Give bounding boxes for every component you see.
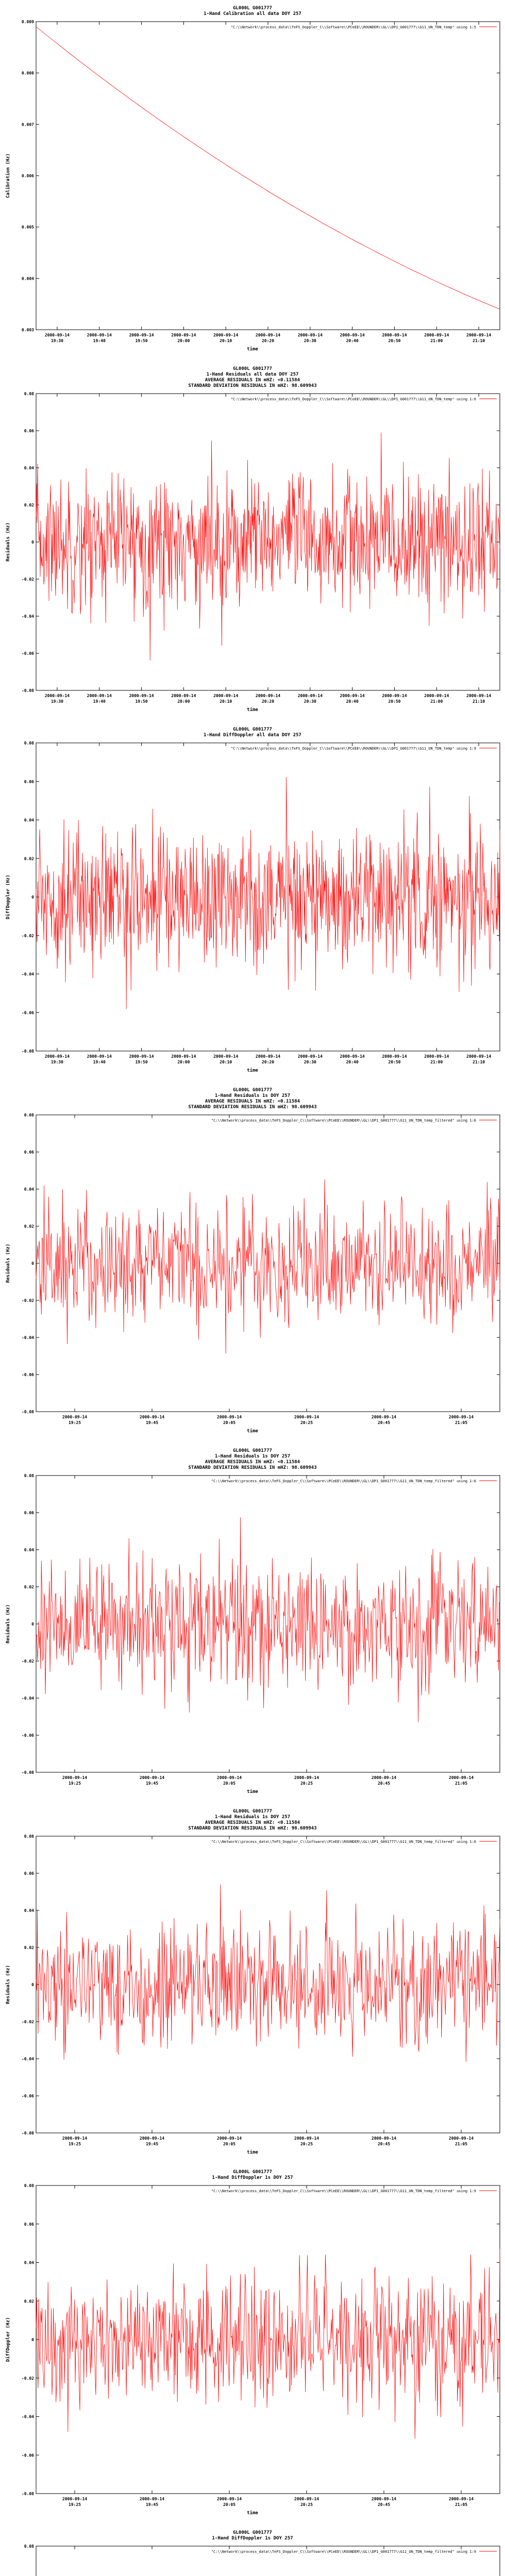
x-tick-label-time: 19:25 — [68, 1781, 81, 1786]
chart-panel-4 — [0, 1082, 505, 1443]
x-axis-label: time — [247, 2511, 258, 2516]
x-tick-label-date: 2000-09-14 — [129, 693, 154, 698]
x-tick-label-time: 20:25 — [300, 1781, 313, 1786]
x-tick-label-date: 2000-09-14 — [448, 2497, 474, 2501]
x-tick-label-time: 19:40 — [93, 1060, 106, 1064]
y-axis-label: Residuals (Hz) — [6, 522, 11, 562]
y-axis-label: Residuals (Hz) — [6, 1604, 11, 1643]
x-tick-label-time: 21:05 — [454, 1781, 468, 1786]
x-tick-label-date: 2000-09-14 — [216, 1415, 242, 1419]
y-tick-label: -0.02 — [21, 577, 34, 582]
y-tick-label: 0.02 — [24, 1945, 34, 1950]
x-tick-label-time: 19:50 — [135, 699, 148, 704]
y-tick-label: 0.08 — [24, 392, 34, 396]
chart-title: GL000L G001777 — [233, 366, 272, 371]
x-tick-label-date: 2000-09-14 — [382, 1054, 407, 1059]
legend — [211, 1479, 497, 1483]
x-tick-label-time: 20:45 — [377, 1781, 391, 1786]
y-tick-label: -0.04 — [21, 972, 34, 977]
y-axis-label: DiffDoppler (Hz) — [6, 2317, 11, 2362]
chart-subtitle: 1-Hand DiffDoppler 1s DOY 257 — [212, 2536, 293, 2541]
y-tick-label: -0.04 — [21, 614, 34, 619]
x-tick-label-date: 2000-09-14 — [382, 693, 407, 698]
x-tick-label-date: 2000-09-14 — [424, 693, 449, 698]
chart-title: GL000L G001777 — [233, 1809, 272, 1814]
y-axis-label: Residuals (Hz) — [6, 1965, 11, 2004]
y-tick-label: 0.06 — [24, 1871, 34, 1876]
x-tick-label-time: 19:50 — [135, 338, 148, 343]
x-tick-label-time: 19:40 — [93, 699, 106, 704]
chart-subtitle: 1-Hand DiffDoppler 1s DOY 257 — [212, 2175, 293, 2180]
y-tick-label: 0.08 — [24, 1834, 34, 1839]
y-tick-label: -0.06 — [21, 2094, 34, 2098]
y-tick-label: 0.009 — [21, 20, 34, 24]
chart-subtitle: 1-Hand Residuals 1s DOY 257 — [214, 1093, 291, 1098]
y-tick-label: -0.06 — [21, 651, 34, 656]
x-tick-label-date: 2000-09-14 — [62, 1775, 88, 1780]
x-tick-label-date: 2000-09-14 — [371, 1415, 397, 1419]
x-tick-label-time: 19:25 — [68, 2142, 81, 2146]
y-tick-label: 0.04 — [24, 1187, 34, 1192]
x-tick-label-time: 20:00 — [177, 1060, 190, 1064]
y-tick-label: -0.06 — [21, 1372, 34, 1377]
chart-panel-2 — [0, 361, 505, 721]
x-tick-label-date: 2000-09-14 — [340, 333, 365, 337]
x-tick-label-date: 2000-09-14 — [216, 1775, 242, 1780]
chart-panel-7 — [0, 2164, 505, 2524]
y-tick-label: -0.08 — [21, 688, 34, 693]
x-tick-label-time: 20:25 — [300, 1420, 313, 1425]
x-tick-label-time: 20:10 — [220, 338, 232, 343]
chart-stat-line: AVERAGE RESIDUALS IN mHZ: <0.11584 — [205, 1460, 300, 1465]
x-tick-label-date: 2000-09-14 — [294, 2497, 319, 2501]
legend — [231, 25, 497, 29]
x-tick-label-time: 19:30 — [50, 699, 63, 704]
x-tick-label-time: 20:50 — [388, 1060, 401, 1064]
x-tick-label-time: 21:10 — [473, 338, 485, 343]
y-tick-label: 0.08 — [24, 2183, 34, 2188]
x-tick-label-time: 20:30 — [304, 338, 316, 343]
x-tick-label-date: 2000-09-14 — [297, 1054, 323, 1059]
x-tick-label-date: 2000-09-14 — [44, 1054, 70, 1059]
x-tick-label-date: 2000-09-14 — [129, 1054, 154, 1059]
x-tick-label-date: 2000-09-14 — [297, 693, 323, 698]
y-tick-label: -0.08 — [21, 1410, 34, 1414]
y-axis-label: Calibration (Hz) — [6, 153, 11, 198]
y-tick-label: -0.06 — [21, 1010, 34, 1015]
y-tick-label: 0 — [31, 2337, 34, 2342]
x-tick-label-time: 19:45 — [145, 1781, 159, 1786]
y-tick-label: -0.04 — [21, 2414, 34, 2419]
plot-frame — [36, 394, 500, 690]
y-tick-label: 0.06 — [24, 429, 34, 433]
y-tick-label: 0.06 — [24, 1150, 34, 1155]
y-tick-label: 0.08 — [24, 1113, 34, 1117]
y-tick-label: 0.02 — [24, 1585, 34, 1589]
chart-stat-line: AVERAGE RESIDUALS IN mHZ: <0.11584 — [205, 378, 300, 383]
chart-title: GL000L G001777 — [233, 1448, 272, 1453]
x-tick-label-time: 21:10 — [473, 699, 485, 704]
y-tick-label: 0.06 — [24, 779, 34, 784]
plot-frame — [36, 1836, 500, 2133]
x-tick-label-time: 21:05 — [454, 1420, 468, 1425]
x-tick-label-time: 19:45 — [145, 2502, 159, 2507]
x-tick-label-date: 2000-09-14 — [448, 2136, 474, 2141]
y-tick-label: 0.007 — [21, 122, 34, 127]
x-tick-label-time: 19:30 — [50, 338, 63, 343]
chart-panel-6 — [0, 1803, 505, 2164]
x-tick-label-time: 20:45 — [377, 2142, 391, 2146]
y-tick-label: -0.08 — [21, 1770, 34, 1775]
legend-label: "C:\\Network\\process_data\\TeFS_Doppler_C\\Software\\PCeEE\\ROUNDER\\GL\\DP1_G001777\\G11_UN_TDN_temp_filtered" using 1:6 — [211, 1479, 476, 1483]
series-line — [36, 777, 500, 1009]
chart-subtitle: 1-Hand Residuals all data DOY 257 — [206, 372, 299, 377]
legend — [211, 1118, 497, 1123]
x-tick-label-time: 20:30 — [304, 699, 316, 704]
x-tick-label-date: 2000-09-14 — [340, 1054, 365, 1059]
x-tick-label-date: 2000-09-14 — [139, 2497, 165, 2501]
chart-panel-8 — [0, 2524, 505, 2576]
x-tick-label-time: 20:25 — [300, 2502, 313, 2507]
x-tick-label-date: 2000-09-14 — [87, 333, 112, 337]
x-tick-label-time: 20:40 — [346, 1060, 359, 1064]
y-tick-label: 0.02 — [24, 503, 34, 507]
x-tick-label-date: 2000-09-14 — [62, 2136, 88, 2141]
y-tick-label: -0.04 — [21, 2057, 34, 2061]
x-tick-label-date: 2000-09-14 — [466, 1054, 492, 1059]
y-tick-label: 0.02 — [24, 2299, 34, 2304]
x-tick-label-time: 19:50 — [135, 1060, 148, 1064]
x-tick-label-date: 2000-09-14 — [255, 333, 281, 337]
y-tick-label: -0.06 — [21, 2453, 34, 2458]
y-tick-label: -0.04 — [21, 1335, 34, 1340]
x-tick-label-time: 21:10 — [473, 1060, 485, 1064]
x-tick-label-date: 2000-09-14 — [466, 693, 492, 698]
x-tick-label-date: 2000-09-14 — [44, 693, 70, 698]
x-axis-label: time — [247, 1429, 258, 1434]
legend-label: "C:\\Network\\process_data\\TeFS_Doppler_C\\Software\\PCeEE\\ROUNDER\\GL\\DP1_G001777\\G11_UN_TDN_temp_filtered" using 1:6 — [211, 1118, 476, 1123]
y-tick-label: 0.02 — [24, 1224, 34, 1229]
chart-stat-line: AVERAGE RESIDUALS IN mHZ: <0.11584 — [205, 1099, 300, 1104]
x-tick-label-time: 20:40 — [346, 338, 359, 343]
legend-label: "C:\\Network\\process_data\\TeFS_Doppler_C\\Software\\PCeEE\\ROUNDER\\GL\\DP1_G001777\\G11_UN_TDN_temp_filtered" using 1:9 — [211, 2550, 476, 2554]
x-tick-label-time: 19:45 — [145, 2142, 159, 2146]
x-tick-label-time: 21:00 — [430, 1060, 443, 1064]
x-tick-label-time: 20:30 — [304, 1060, 316, 1064]
x-axis-label: time — [247, 347, 258, 352]
y-tick-label: 0.04 — [24, 818, 34, 823]
y-tick-label: 0.04 — [24, 466, 34, 470]
x-tick-label-time: 19:30 — [50, 1060, 63, 1064]
x-axis-label: time — [247, 1789, 258, 1794]
x-tick-label-date: 2000-09-14 — [294, 2136, 319, 2141]
series-line — [36, 1517, 500, 1722]
x-tick-label-time: 20:10 — [220, 1060, 232, 1064]
x-tick-label-time: 20:05 — [223, 2502, 236, 2507]
x-tick-label-date: 2000-09-14 — [297, 333, 323, 337]
x-tick-label-time: 20:05 — [223, 2142, 236, 2146]
y-tick-label: -0.08 — [21, 2131, 34, 2136]
chart-panel-5 — [0, 1443, 505, 1803]
x-tick-label-time: 20:50 — [388, 338, 401, 343]
y-tick-label: 0.08 — [24, 741, 34, 745]
x-tick-label-date: 2000-09-14 — [87, 693, 112, 698]
legend-label: "C:\\Network\\process_data\\TeFS_Doppler_C\\Software\\PCeEE\\ROUNDER\\GL\\DP1_G001777\\G11_UN_TDN_temp" using 1:6 — [230, 397, 476, 401]
series-line — [36, 27, 500, 309]
y-tick-label: -0.02 — [21, 1298, 34, 1303]
x-tick-label-time: 20:05 — [223, 1420, 236, 1425]
y-tick-label: -0.06 — [21, 1733, 34, 1738]
x-tick-label-time: 19:45 — [145, 1420, 159, 1425]
y-tick-label: 0 — [31, 540, 34, 545]
x-tick-label-time: 20:45 — [377, 1420, 391, 1425]
x-tick-label-date: 2000-09-14 — [171, 693, 196, 698]
y-tick-label: 0 — [31, 1622, 34, 1626]
legend-label: "C:\\Network\\process_data\\TeFS_Doppler_C\\Software\\PCeEE\\ROUNDER\\GL\\DP1_G001777\\G11_UN_TDN_temp" using 1:5 — [230, 25, 476, 29]
chart-title: GL000L G001777 — [233, 727, 272, 732]
chart-stat-line: STANDARD DEVIATION RESIDUALS IN mHZ: 98.609943 — [188, 1465, 317, 1470]
x-tick-label-date: 2000-09-14 — [424, 1054, 449, 1059]
x-tick-label-date: 2000-09-14 — [294, 1415, 319, 1419]
x-tick-label-time: 21:05 — [454, 2142, 468, 2146]
plot-frame — [36, 22, 500, 330]
x-tick-label-date: 2000-09-14 — [129, 333, 154, 337]
chart-stat-line: STANDARD DEVIATION RESIDUALS IN mHZ: 98.609943 — [188, 1105, 317, 1110]
y-tick-label: 0 — [31, 1261, 34, 1266]
x-tick-label-date: 2000-09-14 — [139, 1775, 165, 1780]
chart-title: GL000L G001777 — [233, 2530, 272, 2535]
x-tick-label-date: 2000-09-14 — [171, 1054, 196, 1059]
x-tick-label-time: 19:25 — [68, 1420, 81, 1425]
chart-stat-line: STANDARD DEVIATION RESIDUALS IN mHZ: 98.609943 — [188, 1826, 317, 1831]
x-tick-label-date: 2000-09-14 — [213, 693, 239, 698]
legend-label: "C:\\Network\\process_data\\TeFS_Doppler_C\\Software\\PCeEE\\ROUNDER\\GL\\DP1_G001777\\G11_UN_TDN_temp" using 1:9 — [230, 747, 476, 751]
chart-subtitle: 1-Hand DiffDoppler all data DOY 257 — [204, 733, 301, 738]
y-tick-label: -0.04 — [21, 1696, 34, 1701]
x-tick-label-date: 2000-09-14 — [213, 333, 239, 337]
y-tick-label: -0.02 — [21, 1659, 34, 1664]
x-tick-label-date: 2000-09-14 — [255, 1054, 281, 1059]
y-tick-label: -0.02 — [21, 2020, 34, 2024]
series-line — [36, 1179, 500, 1353]
x-axis-label: time — [247, 2150, 258, 2155]
y-tick-label: 0.006 — [21, 174, 34, 178]
y-tick-label: -0.08 — [21, 2492, 34, 2496]
x-tick-label-time: 20:45 — [377, 2502, 391, 2507]
x-tick-label-time: 20:10 — [220, 699, 232, 704]
x-tick-label-date: 2000-09-14 — [139, 1415, 165, 1419]
y-tick-label: 0.003 — [21, 328, 34, 332]
x-tick-label-time: 20:20 — [261, 699, 275, 704]
x-tick-label-time: 20:00 — [177, 699, 190, 704]
x-tick-label-date: 2000-09-14 — [87, 1054, 112, 1059]
chart-subtitle: 1-Hand Residuals 1s DOY 257 — [214, 1454, 291, 1459]
y-tick-label: 0.04 — [24, 2260, 34, 2265]
x-tick-label-date: 2000-09-14 — [294, 1775, 319, 1780]
x-axis-label: time — [247, 707, 258, 713]
chart-subtitle: 1-Hand Calibration all data DOY 257 — [204, 11, 301, 16]
x-tick-label-time: 20:50 — [388, 699, 401, 704]
chart-title: GL000L G001777 — [233, 6, 272, 11]
series-line — [36, 433, 500, 660]
series-line — [36, 1885, 500, 2062]
legend — [211, 2189, 497, 2193]
x-tick-label-time: 20:20 — [261, 1060, 275, 1064]
x-tick-label-date: 2000-09-14 — [44, 333, 70, 337]
x-tick-label-time: 19:40 — [93, 338, 106, 343]
chart-stat-line: STANDARD DEVIATION RESIDUALS IN mHZ: 98.609943 — [188, 383, 317, 388]
y-tick-label: -0.02 — [21, 2376, 34, 2381]
x-axis-label: time — [247, 1068, 258, 1073]
y-tick-label: -0.08 — [21, 1049, 34, 1054]
x-tick-label-date: 2000-09-14 — [171, 333, 196, 337]
y-tick-label: 0.04 — [24, 1908, 34, 1913]
y-tick-label: 0.08 — [24, 2544, 34, 2549]
y-tick-label: 0.004 — [21, 276, 34, 281]
y-tick-label: 0.08 — [24, 1473, 34, 1478]
y-tick-label: 0.06 — [24, 2222, 34, 2227]
x-tick-label-date: 2000-09-14 — [255, 693, 281, 698]
y-tick-label: 0 — [31, 895, 34, 900]
legend — [231, 747, 497, 751]
chart-title: GL000L G001777 — [233, 1088, 272, 1093]
chart-subtitle: 1-Hand Residuals 1s DOY 257 — [214, 1815, 291, 1820]
x-tick-label-time: 20:40 — [346, 699, 359, 704]
x-tick-label-date: 2000-09-14 — [448, 1775, 474, 1780]
x-tick-label-date: 2000-09-14 — [466, 333, 492, 337]
y-tick-label: 0.04 — [24, 1548, 34, 1552]
chart-title: GL000L G001777 — [233, 2170, 272, 2175]
x-tick-label-time: 21:05 — [454, 2502, 468, 2507]
x-tick-label-time: 21:00 — [430, 338, 443, 343]
plot-frame — [36, 2185, 500, 2494]
chart-stat-line: AVERAGE RESIDUALS IN mHZ: <0.11584 — [205, 1820, 300, 1825]
x-tick-label-date: 2000-09-14 — [62, 1415, 88, 1419]
series-line — [36, 2249, 500, 2439]
x-tick-label-date: 2000-09-14 — [371, 2136, 397, 2141]
legend-label: "C:\\Network\\process_data\\TeFS_Doppler_C\\Software\\PCeEE\\ROUNDER\\GL\\DP1_G001777\\G11_UN_TDN_temp_filtered" using 1:9 — [211, 2189, 476, 2193]
x-tick-label-date: 2000-09-14 — [371, 2497, 397, 2501]
y-tick-label: 0.02 — [24, 856, 34, 861]
x-tick-label-date: 2000-09-14 — [424, 333, 449, 337]
x-tick-label-date: 2000-09-14 — [213, 1054, 239, 1059]
y-tick-label: 0.005 — [21, 225, 34, 230]
y-tick-label: -0.02 — [21, 933, 34, 938]
legend — [211, 1840, 497, 1844]
x-tick-label-date: 2000-09-14 — [382, 333, 407, 337]
x-tick-label-date: 2000-09-14 — [62, 2497, 88, 2501]
x-tick-label-date: 2000-09-14 — [216, 2136, 242, 2141]
chart-panel-1 — [0, 0, 505, 361]
x-tick-label-date: 2000-09-14 — [448, 1415, 474, 1419]
chart-panel-3 — [0, 721, 505, 1082]
x-tick-label-time: 20:00 — [177, 338, 190, 343]
x-tick-label-date: 2000-09-14 — [340, 693, 365, 698]
legend-label: "C:\\Network\\process_data\\TeFS_Doppler_C\\Software\\PCeEE\\ROUNDER\\GL\\DP1_G001777\\G11_UN_TDN_temp_filtered" using 1:6 — [211, 1840, 476, 1844]
y-axis-label: DiffDoppler (Hz) — [6, 874, 11, 920]
y-tick-label: 0.06 — [24, 1511, 34, 1515]
legend — [231, 397, 497, 401]
y-tick-label: 0.008 — [21, 71, 34, 76]
x-tick-label-date: 2000-09-14 — [371, 1775, 397, 1780]
y-axis-label: Residuals (Hz) — [6, 1244, 11, 1283]
x-tick-label-time: 19:25 — [68, 2502, 81, 2507]
x-tick-label-time: 20:20 — [261, 338, 275, 343]
x-tick-label-date: 2000-09-14 — [216, 2497, 242, 2501]
x-tick-label-date: 2000-09-14 — [139, 2136, 165, 2141]
x-tick-label-time: 20:05 — [223, 1781, 236, 1786]
legend — [211, 2550, 497, 2554]
x-tick-label-time: 21:00 — [430, 699, 443, 704]
x-tick-label-time: 20:25 — [300, 2142, 313, 2146]
y-tick-label: 0 — [31, 1982, 34, 1987]
